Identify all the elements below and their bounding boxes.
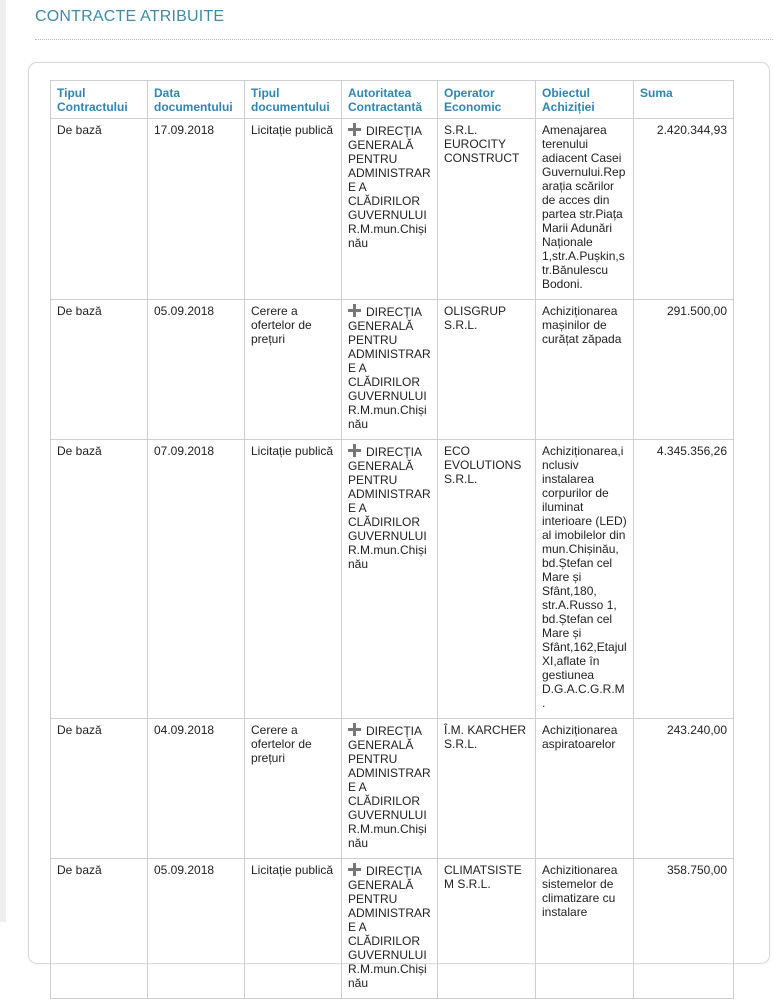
cell-tip-contract: De bază (51, 440, 148, 719)
cell-tip-contract: De bază (51, 859, 148, 999)
cell-operator: OLISGRUP S.R.L. (438, 300, 536, 440)
cell-tip-document: Cerere a ofertelor de prețuri (245, 719, 342, 859)
cell-tip-document: Licitație publică (245, 119, 342, 300)
column-header-tip-document[interactable]: Tipul documentului (245, 81, 342, 119)
cell-tip-document: Licitație publică (245, 440, 342, 719)
contracts-table (50, 80, 734, 999)
cell-tip-document: Cerere a ofertelor de prețuri (245, 300, 342, 440)
plus-icon[interactable] (348, 444, 361, 457)
autoritate-text: DIRECȚIA GENERALĂ PENTRU ADMINISTRARE A CLĂDIRILOR GUVERNULUI R.M.mun.Chișinău (348, 305, 431, 431)
autoritate-text: DIRECȚIA GENERALĂ PENTRU ADMINISTRARE A CLĂDIRILOR GUVERNULUI R.M.mun.Chișinău (348, 864, 431, 990)
cell-data-document: 17.09.2018 (148, 119, 245, 300)
cell-autoritate (342, 440, 438, 719)
plus-icon[interactable] (348, 723, 361, 736)
cell-autoritate (342, 119, 438, 300)
cell-suma: 2.420.344,93 (634, 119, 734, 300)
cell-obiect: Amenajarea terenului adiacent Casei Guvernului.Reparația scărilor de acces din partea str.Piața Marii Adunări Naționale 1,str.A.Pușkin,str.Bănulescu Bodoni. (536, 119, 634, 300)
cell-autoritate (342, 719, 438, 859)
cell-tip-contract: De bază (51, 119, 148, 300)
cell-autoritate (342, 300, 438, 440)
cell-tip-contract: De bază (51, 300, 148, 440)
plus-icon[interactable] (348, 304, 361, 317)
cell-operator: CLIMATSISTEM S.R.L. (438, 859, 536, 999)
cell-operator: Î.M. KARCHER S.R.L. (438, 719, 536, 859)
cell-autoritate (342, 859, 438, 999)
cell-suma: 4.345.356,26 (634, 440, 734, 719)
cell-obiect: Achiziționarea aspiratoarelor (536, 719, 634, 859)
cell-obiect: Achizitionarea sistemelor de climatizare cu instalare (536, 859, 634, 999)
section-title: CONTRACTE ATRIBUITE (35, 8, 225, 25)
cell-operator: S.R.L. EUROCITY CONSTRUCT (438, 119, 536, 300)
cell-data-document: 04.09.2018 (148, 719, 245, 859)
table-row (51, 859, 734, 999)
table-row (51, 300, 734, 440)
column-header-operator[interactable]: Operator Economic (438, 81, 536, 119)
column-header-autoritate[interactable]: Autoritatea Contractantă (342, 81, 438, 119)
autoritate-text: DIRECȚIA GENERALĂ PENTRU ADMINISTRARE A CLĂDIRILOR GUVERNULUI R.M.mun.Chișinău (348, 724, 431, 850)
cell-data-document: 07.09.2018 (148, 440, 245, 719)
table-row (51, 719, 734, 859)
plus-icon[interactable] (348, 863, 361, 876)
autoritate-text: DIRECȚIA GENERALĂ PENTRU ADMINISTRARE A CLĂDIRILOR GUVERNULUI R.M.mun.Chișinău (348, 124, 431, 250)
cell-suma: 243.240,00 (634, 719, 734, 859)
cell-obiect: Achiziționarea,inclusiv instalarea corpurilor de iluminat interioare (LED) al imobilelor din mun.Chișinău, bd.Ștefan cel Mare și Sfânt,180, str.A.Russo 1, bd.Ștefan cel Mare și Sfânt,162,Etajul XI,aflate în gestiunea D.G.A.C.G.R.M. (536, 440, 634, 719)
column-header-tip-contract[interactable]: Tipul Contractului (51, 81, 148, 119)
table-header-row (51, 81, 734, 119)
cell-operator: ECO EVOLUTIONS S.R.L. (438, 440, 536, 719)
cell-tip-document: Licitație publică (245, 859, 342, 999)
autoritate-text: DIRECȚIA GENERALĂ PENTRU ADMINISTRARE A CLĂDIRILOR GUVERNULUI R.M.mun.Chișinău (348, 445, 431, 571)
table-row (51, 119, 734, 300)
cell-data-document: 05.09.2018 (148, 859, 245, 999)
cell-suma: 358.750,00 (634, 859, 734, 999)
column-header-data-document[interactable]: Data documentului (148, 81, 245, 119)
left-border-strip (0, 0, 6, 922)
cell-obiect: Achiziționarea mașinilor de curățat zăpada (536, 300, 634, 440)
table-row (51, 440, 734, 719)
cell-suma: 291.500,00 (634, 300, 734, 440)
cell-data-document: 05.09.2018 (148, 300, 245, 440)
cell-tip-contract: De bază (51, 719, 148, 859)
column-header-obiect[interactable]: Obiectul Achiziției (536, 81, 634, 119)
plus-icon[interactable] (348, 123, 361, 136)
dotted-separator (35, 39, 773, 40)
column-header-suma[interactable]: Suma (634, 81, 734, 119)
